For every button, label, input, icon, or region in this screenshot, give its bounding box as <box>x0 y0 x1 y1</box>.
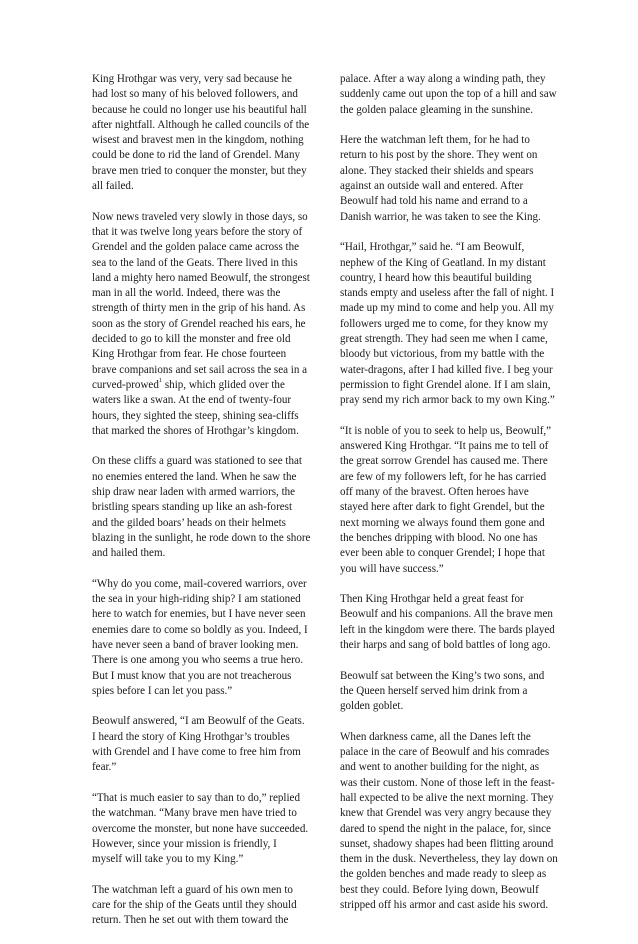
text-line: care for the ship of the Geats until they should <box>92 899 297 912</box>
text-line: off many of the bravest. Often heroes have <box>340 486 529 499</box>
text-line: country, I heard how this beautiful building <box>340 271 532 284</box>
text-line: the sea in your high-riding ship? I am stationed <box>92 593 301 606</box>
paragraph <box>340 669 586 715</box>
text-line: no enemies entered the land. When he saw the <box>92 470 297 483</box>
paragraph <box>340 240 586 408</box>
paragraph <box>92 714 338 775</box>
text-line: the benches dripping with blood. No one has <box>340 531 538 544</box>
text-line: could be done to rid the land of Grendel. Many <box>92 149 300 162</box>
text-line: knew that Grendel was very angry because they <box>340 807 552 820</box>
text-line: stands empty and useless after the fall of night. I <box>340 287 555 300</box>
text-line: that marked the shores of Hrothgar’s kingdom. <box>92 424 299 437</box>
text-line: King Hrothgar was very, very sad because he <box>92 73 292 85</box>
text-line: stayed here after dark to fight Grendel, but the <box>340 501 545 514</box>
text-line: Beowulf had told his name and errand to a <box>340 195 528 208</box>
right-text-column <box>340 72 586 929</box>
text-line: and went to another building for the night, as <box>340 761 540 774</box>
text-line: There is one among you who seems a true hero. <box>92 654 304 667</box>
text-line: all failed. <box>92 180 134 193</box>
text-line: left in the kingdom were there. The bards played <box>340 623 555 636</box>
text-line: curved-prowed$^1$ ship, which glided over the <box>92 377 285 391</box>
text-line: Beowulf and his companions. All the brave men <box>340 608 553 621</box>
paragraph <box>340 592 586 653</box>
text-line: that it was twelve long years before the story of <box>92 225 303 238</box>
text-line: the golden benches and made ready to sleep as <box>340 868 547 881</box>
paragraph <box>92 883 338 929</box>
text-line: return to his post by the shore. They went on <box>340 149 538 162</box>
text-line: the great sorrow Grendel has caused me. There <box>340 455 548 468</box>
paragraph <box>340 730 586 914</box>
text-line: brave men tried to conquer the monster, but they <box>92 164 307 177</box>
text-line: and hailed them. <box>92 547 166 560</box>
text-line: alone. They stacked their shields and spears <box>340 164 534 177</box>
text-line: best they could. Before lying down, Beowulf <box>340 883 539 896</box>
text-line: Beowulf sat between the King’s two sons, and <box>340 669 545 682</box>
text-line: had lost so many of his beloved followers, and <box>92 88 298 101</box>
text-line: palace. After a way along a winding path, they <box>340 73 546 85</box>
text-line: spies before I can let you pass.” <box>92 684 233 697</box>
text-line: golden goblet. <box>340 700 404 713</box>
text-line: and the gilded boars’ heads on their helmets <box>92 516 286 529</box>
paragraph <box>340 72 586 118</box>
text-line: here to watch for enemies, but I have never seen <box>92 608 306 621</box>
text-line: the golden palace gleaming in the sunshine. <box>340 103 533 116</box>
text-line: strength of thirty men in the grip of his hand. As <box>92 302 306 315</box>
text-line: I heard the story of King Hrothgar’s troubles <box>92 730 290 743</box>
text-line: against an outside wall and entered. After <box>340 180 524 193</box>
text-line: wisest and bravest men in the kingdom, nothing <box>92 134 304 147</box>
text-line: Then King Hrothgar held a great feast for <box>340 593 524 606</box>
left-text-column <box>92 72 338 944</box>
text-line: “That is much easier to say than to do,” replied <box>92 791 300 804</box>
text-line: When darkness came, all the Danes left the <box>340 730 531 743</box>
text-line: man in all the world. Indeed, there was the <box>92 287 281 300</box>
footnote-marker: 1 <box>158 377 163 385</box>
text-line: have never seen a band of braver looking men. <box>92 638 299 651</box>
text-line: with Grendel and I have come to free him from <box>92 746 301 759</box>
text-line: sunset, shadowy shapes had been flitting around <box>340 837 554 850</box>
text-line: because he could no longer use his beautiful hall <box>92 103 307 116</box>
text-line: sea to the land of the Geats. There lived in this <box>92 256 298 269</box>
text-line: their harps and sang of bold battles of long ago. <box>340 638 551 651</box>
paragraph <box>92 577 338 699</box>
text-line: brave companions and set sail across the sea in a <box>92 363 308 376</box>
paragraph <box>92 454 338 561</box>
paragraph <box>92 72 338 194</box>
text-line: palace in the care of Beowulf and his comrades <box>340 746 550 759</box>
text-line: pray send my rich armor back to my own King.” <box>340 394 555 407</box>
text-line: myself will take you to my King.” <box>92 853 244 866</box>
text-line: Grendel and the golden palace came across the <box>92 241 300 254</box>
text-line: ever been able to conquer Grendel; I hope that <box>340 547 545 560</box>
text-line: water-dragons, after I had killed five. I beg your <box>340 363 553 376</box>
text-line: followers urged me to come, for they know my <box>340 317 549 330</box>
text-line: made up my mind to come and help you. All my <box>340 302 554 315</box>
text-line: nephew of the King of Geatland. In my distant <box>340 256 546 269</box>
text-line: permission to fight Grendel alone. If I am slain, <box>340 378 551 391</box>
text-line: the Queen herself served him drink from a <box>340 684 528 697</box>
text-line: Danish warrior, he was taken to see the King. <box>340 210 541 223</box>
text-line: On these cliffs a guard was stationed to see that <box>92 455 302 468</box>
text-line: dared to spend the night in the palace, for, since <box>340 822 551 835</box>
text-line: answered King Hrothgar. “It pains me to tell of <box>340 440 549 453</box>
text-line: next morning we always found them gone and <box>340 516 545 529</box>
text-line: hours, they sighted the steep, shining sea-cliffs <box>92 409 299 422</box>
text-line: Now news traveled very slowly in those days, so <box>92 210 308 223</box>
text-line: soon as the story of Grendel reached his ears, he <box>92 317 306 330</box>
text-line: are few of my followers left, for he has carried <box>340 470 547 483</box>
text-line: bloody but victorious, from my battle with the <box>340 348 545 361</box>
text-line: bristling spears standing up like an ash-forest <box>92 501 293 514</box>
text-line: them in the dusk. Nevertheless, they lay down on <box>340 853 558 866</box>
text-line: hall expected to be alive the next morning. They <box>340 791 554 804</box>
text-line: enemies dare to come so boldly as you. Indeed, I <box>92 623 308 636</box>
text-line: waters like a swan. At the end of twenty-four <box>92 394 292 407</box>
text-line: the watchman. “Many brave men have tried to <box>92 807 297 820</box>
text-line: you will have success.” <box>340 562 444 575</box>
text-line: Beowulf answered, “I am Beowulf of the Geats. <box>92 715 305 728</box>
text-line: However, since your mission is friendly, I <box>92 837 277 850</box>
text-line: ship draw near laden with armed warriors, the <box>92 486 296 499</box>
text-line: fear.” <box>92 761 117 774</box>
text-line: was their custom. None of those left in the feast- <box>340 776 555 789</box>
text-line: land a mighty hero named Beowulf, the strongest <box>92 271 310 284</box>
text-line: “Hail, Hrothgar,” said he. “I am Beowulf, <box>340 241 525 254</box>
text-line: suddenly came out upon the top of a hill and saw <box>340 88 557 101</box>
text-line: “It is noble of you to seek to help us, Beowulf,” <box>340 424 552 437</box>
text-line: stripped off his armor and cast aside his sword. <box>340 899 549 912</box>
text-line: The watchman left a guard of his own men to <box>92 883 293 896</box>
text-line: Here the watchman left them, for he had to <box>340 134 530 147</box>
text-line: overcome the monster, but none have succeeded. <box>92 822 309 835</box>
text-line: But I must know that you are not treacherous <box>92 669 292 682</box>
text-line: great strength. They had seen me when I came, <box>340 333 548 346</box>
paragraph <box>92 791 338 867</box>
paragraph <box>340 133 586 225</box>
text-line: “Why do you come, mail-covered warriors, over <box>92 577 307 590</box>
paragraph <box>92 210 338 439</box>
text-line: return. Then he set out with them toward the <box>92 914 289 927</box>
text-line: blazing in the sunlight, he rode down to the shore <box>92 531 311 544</box>
text-line: decided to go to kill the monster and free old <box>92 333 291 346</box>
text-line: after nightfall. Although he called councils of the <box>92 118 310 131</box>
text-line: King Hrothgar from fear. He chose fourteen <box>92 348 287 361</box>
paragraph <box>340 424 586 577</box>
